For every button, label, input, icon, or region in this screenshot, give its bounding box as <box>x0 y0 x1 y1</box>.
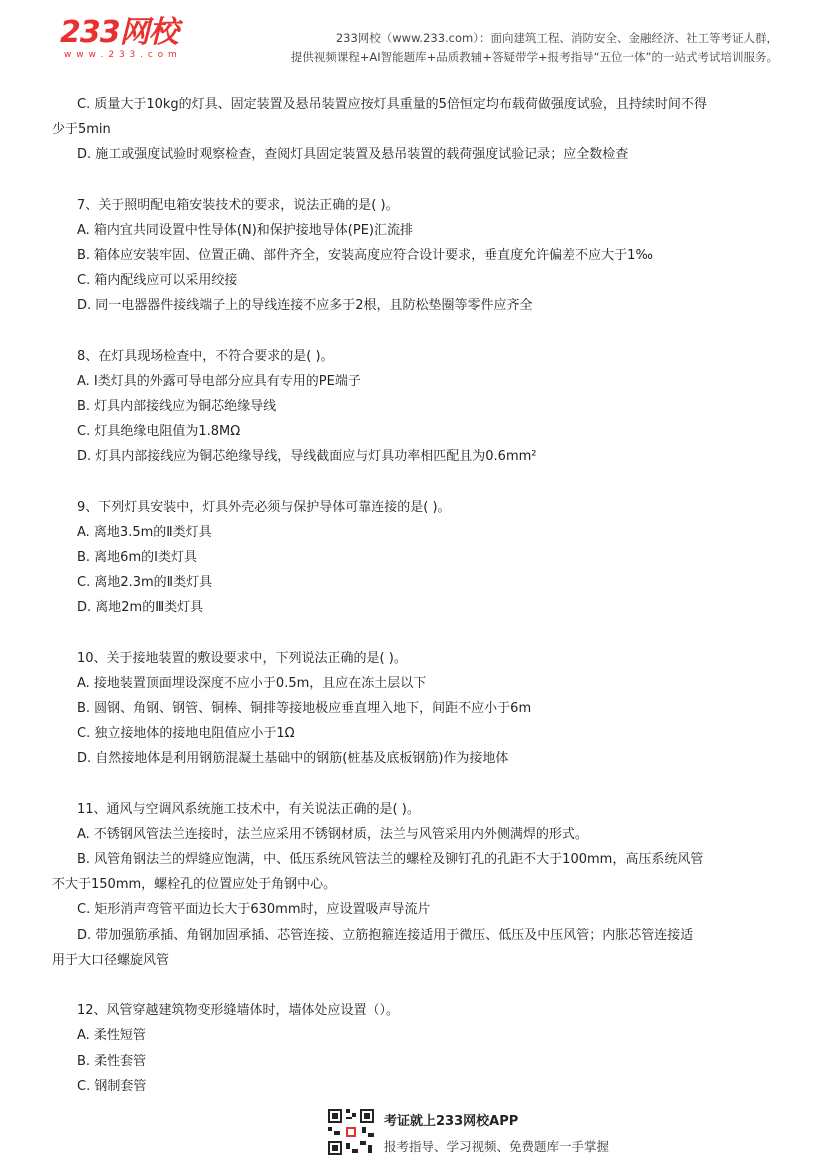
q9-option-b: B. 离地6m的Ⅰ类灯具 <box>77 550 197 566</box>
q8-option-d: D. 灯具内部接线应为铜芯绝缘导线，导线截面应与灯具功率相匹配且为0.6mm² <box>77 449 537 465</box>
q7-option-a: A. 箱内宜共同设置中性导体(N)和保护接地导体(PE)汇流排 <box>77 222 413 238</box>
q8-option-a: A. Ⅰ类灯具的外露可导电部分应具有专用的PE端子 <box>77 373 361 389</box>
q12-option-b: B. 柔性套管 <box>77 1053 147 1069</box>
question-10: 10、关于接地装置的敷设要求中，下列说法正确的是( )。 <box>77 650 407 666</box>
q11-option-b-line-2: 不大于150mm，螺栓孔的位置应处于角钢中心。 <box>52 877 337 893</box>
q7-option-b: B. 箱体应安装牢固、位置正确、部件齐全，安装高度应符合设计要求，垂直度允许偏差不应大于1‰ <box>77 248 653 264</box>
question-7: 7、关于照明配电箱安装技术的要求，说法正确的是( )。 <box>77 197 399 213</box>
site-logo[interactable] <box>60 16 180 66</box>
q10-option-c: C. 独立接地体的接地电阻值应小于1Ω <box>77 726 295 742</box>
q11-option-c: C. 矩形消声弯管平面边长大于630mm时，应设置吸声导流片 <box>77 902 431 918</box>
site-intro <box>291 29 778 67</box>
q7-option-c: C. 箱内配线应可以采用绞接 <box>77 273 238 289</box>
question-11: 11、通风与空调风系统施工技术中，有关说法正确的是( )。 <box>77 801 420 817</box>
q11-option-b-line-1: B. 风管角钢法兰的焊缝应饱满，中、低压系统风管法兰的螺栓及铆钉孔的孔距不大于100mm，高压系统风管 <box>77 852 704 868</box>
question-content <box>52 92 782 1099</box>
q7-option-d: D. 同一电器器件接线端子上的导线连接不应多于2根，且防松垫圈等零件应齐全 <box>77 298 533 314</box>
site-intro-line-2: 提供视频课程+AI智能题库+品质教辅+答疑带学+报考指导“五位一体”的一站式考试培训服务。 <box>290 50 778 64</box>
logo-url: w w w . 2 3 3 . c o m <box>64 50 178 60</box>
q6-option-d: D. 施工或强度试验时观察检查，查阅灯具固定装置及悬吊装置的载荷强度试验记录；应全数检查 <box>77 147 629 163</box>
q11-option-d-line-2: 用于大口径螺旋风管 <box>52 952 170 968</box>
q8-option-c: C. 灯具绝缘电阻值为1.8MΩ <box>77 424 241 440</box>
q12-option-a: A. 柔性短管 <box>77 1028 146 1044</box>
q9-option-a: A. 离地3.5m的Ⅱ类灯具 <box>77 524 212 540</box>
q11-option-a: A. 不锈钢风管法兰连接时，法兰应采用不锈钢材质，法兰与风管采用内外侧满焊的形式。 <box>77 826 588 842</box>
q12-option-c: C. 钢制套管 <box>77 1078 147 1094</box>
q6-option-c-line-2: 少于5min <box>52 122 111 138</box>
question-12: 12、风管穿越建筑物变形缝墙体时，墙体处应设置（）。 <box>77 1003 400 1019</box>
q6-option-c-line-1: C. 质量大于10kg的灯具、固定装置及悬吊装置应按灯具重量的5倍恒定均布载荷做强度试验，且持续时间不得 <box>77 97 707 112</box>
site-intro-line-1: 233网校（www.233.com）：面向建筑工程、消防安全、金融经济、社工等考证人群， <box>335 31 778 45</box>
footer-subtitle: 报考指导、学习视频、免费题库一手掌握 <box>384 1139 610 1154</box>
q11-option-d-line-1: D. 带加强筋承插、角钢加固承插、芯管连接、立筋抱箍连接适用于微压、低压及中压风管；内胀芯管连接适 <box>77 927 694 943</box>
q9-option-c: C. 离地2.3m的Ⅱ类灯具 <box>77 575 213 591</box>
q10-option-a: A. 接地装置顶面埋设深度不应小于0.5m，且应在冻土层以下 <box>77 675 427 691</box>
page-header <box>0 0 830 80</box>
q10-option-b: B. 圆钢、角钢、钢管、铜棒、铜排等接地极应垂直埋入地下，间距不应小于6m <box>77 701 532 717</box>
question-9: 9、下列灯具安装中，灯具外壳必须与保护导体可靠连接的是( )。 <box>77 499 451 515</box>
q10-option-d: D. 自然接地体是利用钢筋混凝土基础中的钢筋(桩基及底板钢筋)作为接地体 <box>77 751 509 767</box>
question-8: 8、在灯具现场检查中，不符合要求的是( )。 <box>77 348 334 364</box>
footer-title: 考证就上233网校APP <box>384 1114 519 1129</box>
q8-option-b: B. 灯具内部接线应为铜芯绝缘导线 <box>77 399 277 415</box>
q9-option-d: D. 离地2m的Ⅲ类灯具 <box>77 600 204 616</box>
qr-code-icon[interactable] <box>326 1107 376 1157</box>
page-footer <box>0 1104 830 1174</box>
logo-text: 233网校 <box>60 15 178 50</box>
